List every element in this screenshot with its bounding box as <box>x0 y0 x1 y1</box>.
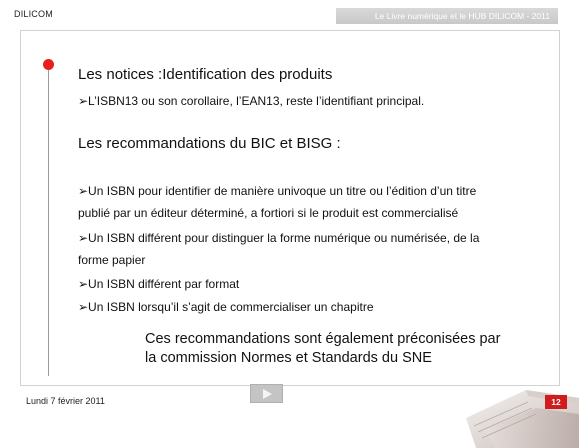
timeline-line <box>48 68 49 376</box>
header-brand: DILICOM <box>14 9 53 19</box>
footer-date: Lundi 7 février 2011 <box>26 396 105 406</box>
note-line: la commission Normes et Standards du SNE <box>145 350 432 366</box>
timeline-dot <box>43 59 54 70</box>
play-button[interactable] <box>250 384 283 403</box>
note-line: Ces recommandations sont également préconisées par <box>145 331 501 347</box>
page-number-badge: 12 <box>545 395 567 409</box>
heading-notices: Les notices :Identification des produits <box>78 66 333 83</box>
header-banner-title: Le Livre numérique et le HUB DILICOM - 2011 <box>374 11 550 21</box>
bullet-line: forme papier <box>78 253 146 267</box>
bullet-line: ➢Un ISBN différent par format <box>78 277 240 291</box>
isbn-line: ➢L’ISBN13 ou son corollaire, l’EAN13, reste l’identifiant principal. <box>78 94 425 108</box>
header-banner <box>336 8 558 24</box>
bullet-line: ➢Un ISBN pour identifier de manière univoque un titre ou l’édition d’un titre <box>78 184 477 198</box>
heading-recommendations: Les recommandations du BIC et BISG : <box>78 135 341 152</box>
bullet-line: publié par un éditeur déterminé, a fortiori si le produit est commercialisé <box>78 206 459 220</box>
bullet-line: ➢Un ISBN différent pour distinguer la forme numérique ou numérisée, de la <box>78 231 480 245</box>
bullet-line: ➢Un ISBN lorsqu’il s’agit de commercialiser un chapitre <box>78 300 374 314</box>
